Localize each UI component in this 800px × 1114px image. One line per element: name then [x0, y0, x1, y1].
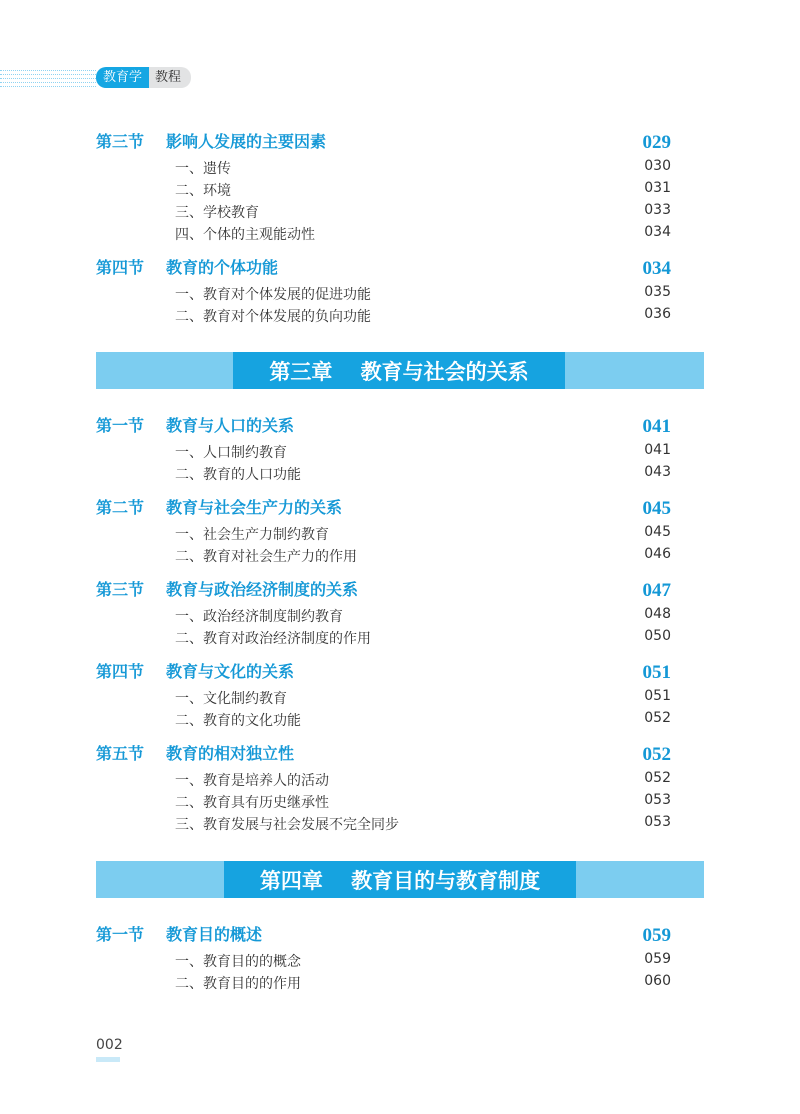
- section-label: 第二节: [96, 498, 145, 517]
- item-page: 030: [644, 158, 671, 174]
- section-page: 045: [642, 498, 671, 519]
- toc-item[interactable]: [175, 156, 671, 178]
- toc-section[interactable]: [96, 740, 671, 766]
- item-title: 二、环境: [175, 183, 231, 199]
- toc-section[interactable]: [96, 128, 671, 154]
- item-title: 一、教育对个体发展的促进功能: [175, 287, 371, 303]
- item-page: 053: [644, 814, 671, 830]
- item-page: 036: [644, 306, 671, 322]
- toc-item[interactable]: [175, 282, 671, 304]
- header-dotted-line: [0, 70, 96, 71]
- toc-item[interactable]: [175, 178, 671, 200]
- item-page: 051: [644, 688, 671, 704]
- section-title: 教育与文化的关系: [166, 662, 295, 681]
- item-page: 059: [644, 951, 671, 967]
- item-title: 二、教育对个体发展的负向功能: [175, 309, 371, 325]
- toc-item[interactable]: [175, 604, 671, 626]
- item-title: 一、遗传: [175, 161, 231, 177]
- item-page: 033: [644, 202, 671, 218]
- header-dotted-line: [0, 78, 96, 79]
- item-page: 060: [644, 973, 671, 989]
- toc-item[interactable]: [175, 768, 671, 790]
- section-label: 第三节: [96, 580, 145, 599]
- toc-item[interactable]: [175, 626, 671, 648]
- toc-item[interactable]: [175, 200, 671, 222]
- section-title: 教育与人口的关系: [166, 416, 295, 435]
- toc-item[interactable]: [175, 812, 671, 834]
- item-page: 048: [644, 606, 671, 622]
- item-page: 045: [644, 524, 671, 540]
- item-page: 041: [644, 442, 671, 458]
- section-page: 034: [642, 258, 671, 279]
- item-title: 一、人口制约教育: [175, 445, 287, 461]
- section-title: 教育的个体功能: [166, 258, 279, 277]
- toc-item[interactable]: [175, 686, 671, 708]
- header-dotted-line: [0, 74, 96, 75]
- section-title: 教育目的概述: [166, 925, 263, 944]
- item-title: 二、教育对政治经济制度的作用: [175, 631, 371, 647]
- toc-section[interactable]: [96, 412, 671, 438]
- item-page: 031: [644, 180, 671, 196]
- toc-item[interactable]: [175, 304, 671, 326]
- section-title: 教育的相对独立性: [166, 744, 295, 763]
- section-page: 051: [642, 662, 671, 683]
- toc-item[interactable]: [175, 790, 671, 812]
- item-page: 053: [644, 792, 671, 808]
- section-title: 影响人发展的主要因素: [166, 132, 327, 151]
- book-title-part2: 教程: [149, 67, 191, 88]
- toc-item[interactable]: [175, 971, 671, 993]
- chapter-title: 第三章 教育与社会的关系: [233, 352, 565, 389]
- page-number: 002: [96, 1037, 123, 1053]
- item-title: 二、教育的人口功能: [175, 467, 301, 483]
- toc-section[interactable]: [96, 494, 671, 520]
- item-page: 046: [644, 546, 671, 562]
- item-title: 一、教育目的的概念: [175, 954, 301, 970]
- toc-section[interactable]: [96, 576, 671, 602]
- section-title: 教育与政治经济制度的关系: [166, 580, 359, 599]
- section-label: 第三节: [96, 132, 145, 151]
- toc-item[interactable]: [175, 522, 671, 544]
- item-title: 一、社会生产力制约教育: [175, 527, 329, 543]
- section-page: 029: [642, 132, 671, 153]
- item-page: 035: [644, 284, 671, 300]
- toc-item[interactable]: [175, 222, 671, 244]
- toc-section[interactable]: [96, 658, 671, 684]
- item-title: 一、文化制约教育: [175, 691, 287, 707]
- section-page: 047: [642, 580, 671, 601]
- section-label: 第四节: [96, 662, 145, 681]
- chapter-banner[interactable]: [96, 861, 704, 898]
- header-dotted-line: [0, 86, 96, 87]
- page-number-underline: [96, 1057, 120, 1062]
- section-page: 041: [642, 416, 671, 437]
- item-page: 052: [644, 770, 671, 786]
- chapter-banner[interactable]: [96, 352, 704, 389]
- toc-item[interactable]: [175, 462, 671, 484]
- item-title: 二、教育目的的作用: [175, 976, 301, 992]
- header-dotted-line: [0, 82, 96, 83]
- item-page: 034: [644, 224, 671, 240]
- item-title: 四、个体的主观能动性: [175, 227, 315, 243]
- section-label: 第四节: [96, 258, 145, 277]
- book-title-badge: [96, 67, 191, 88]
- item-title: 二、教育具有历史继承性: [175, 795, 329, 811]
- toc-item[interactable]: [175, 949, 671, 971]
- section-label: 第一节: [96, 416, 145, 435]
- chapter-title: 第四章 教育目的与教育制度: [224, 861, 576, 898]
- toc-section[interactable]: [96, 921, 671, 947]
- item-title: 三、学校教育: [175, 205, 259, 221]
- item-title: 二、教育对社会生产力的作用: [175, 549, 357, 565]
- toc-item[interactable]: [175, 440, 671, 462]
- item-title: 三、教育发展与社会发展不完全同步: [175, 817, 399, 833]
- section-page: 059: [642, 925, 671, 946]
- item-title: 二、教育的文化功能: [175, 713, 301, 729]
- toc-item[interactable]: [175, 708, 671, 730]
- toc-item[interactable]: [175, 544, 671, 566]
- item-page: 052: [644, 710, 671, 726]
- section-label: 第五节: [96, 744, 145, 763]
- book-title-part1: 教育学: [96, 67, 149, 88]
- section-page: 052: [642, 744, 671, 765]
- item-page: 050: [644, 628, 671, 644]
- section-label: 第一节: [96, 925, 145, 944]
- toc-section[interactable]: [96, 254, 671, 280]
- item-title: 一、教育是培养人的活动: [175, 773, 329, 789]
- section-title: 教育与社会生产力的关系: [166, 498, 343, 517]
- item-page: 043: [644, 464, 671, 480]
- item-title: 一、政治经济制度制约教育: [175, 609, 343, 625]
